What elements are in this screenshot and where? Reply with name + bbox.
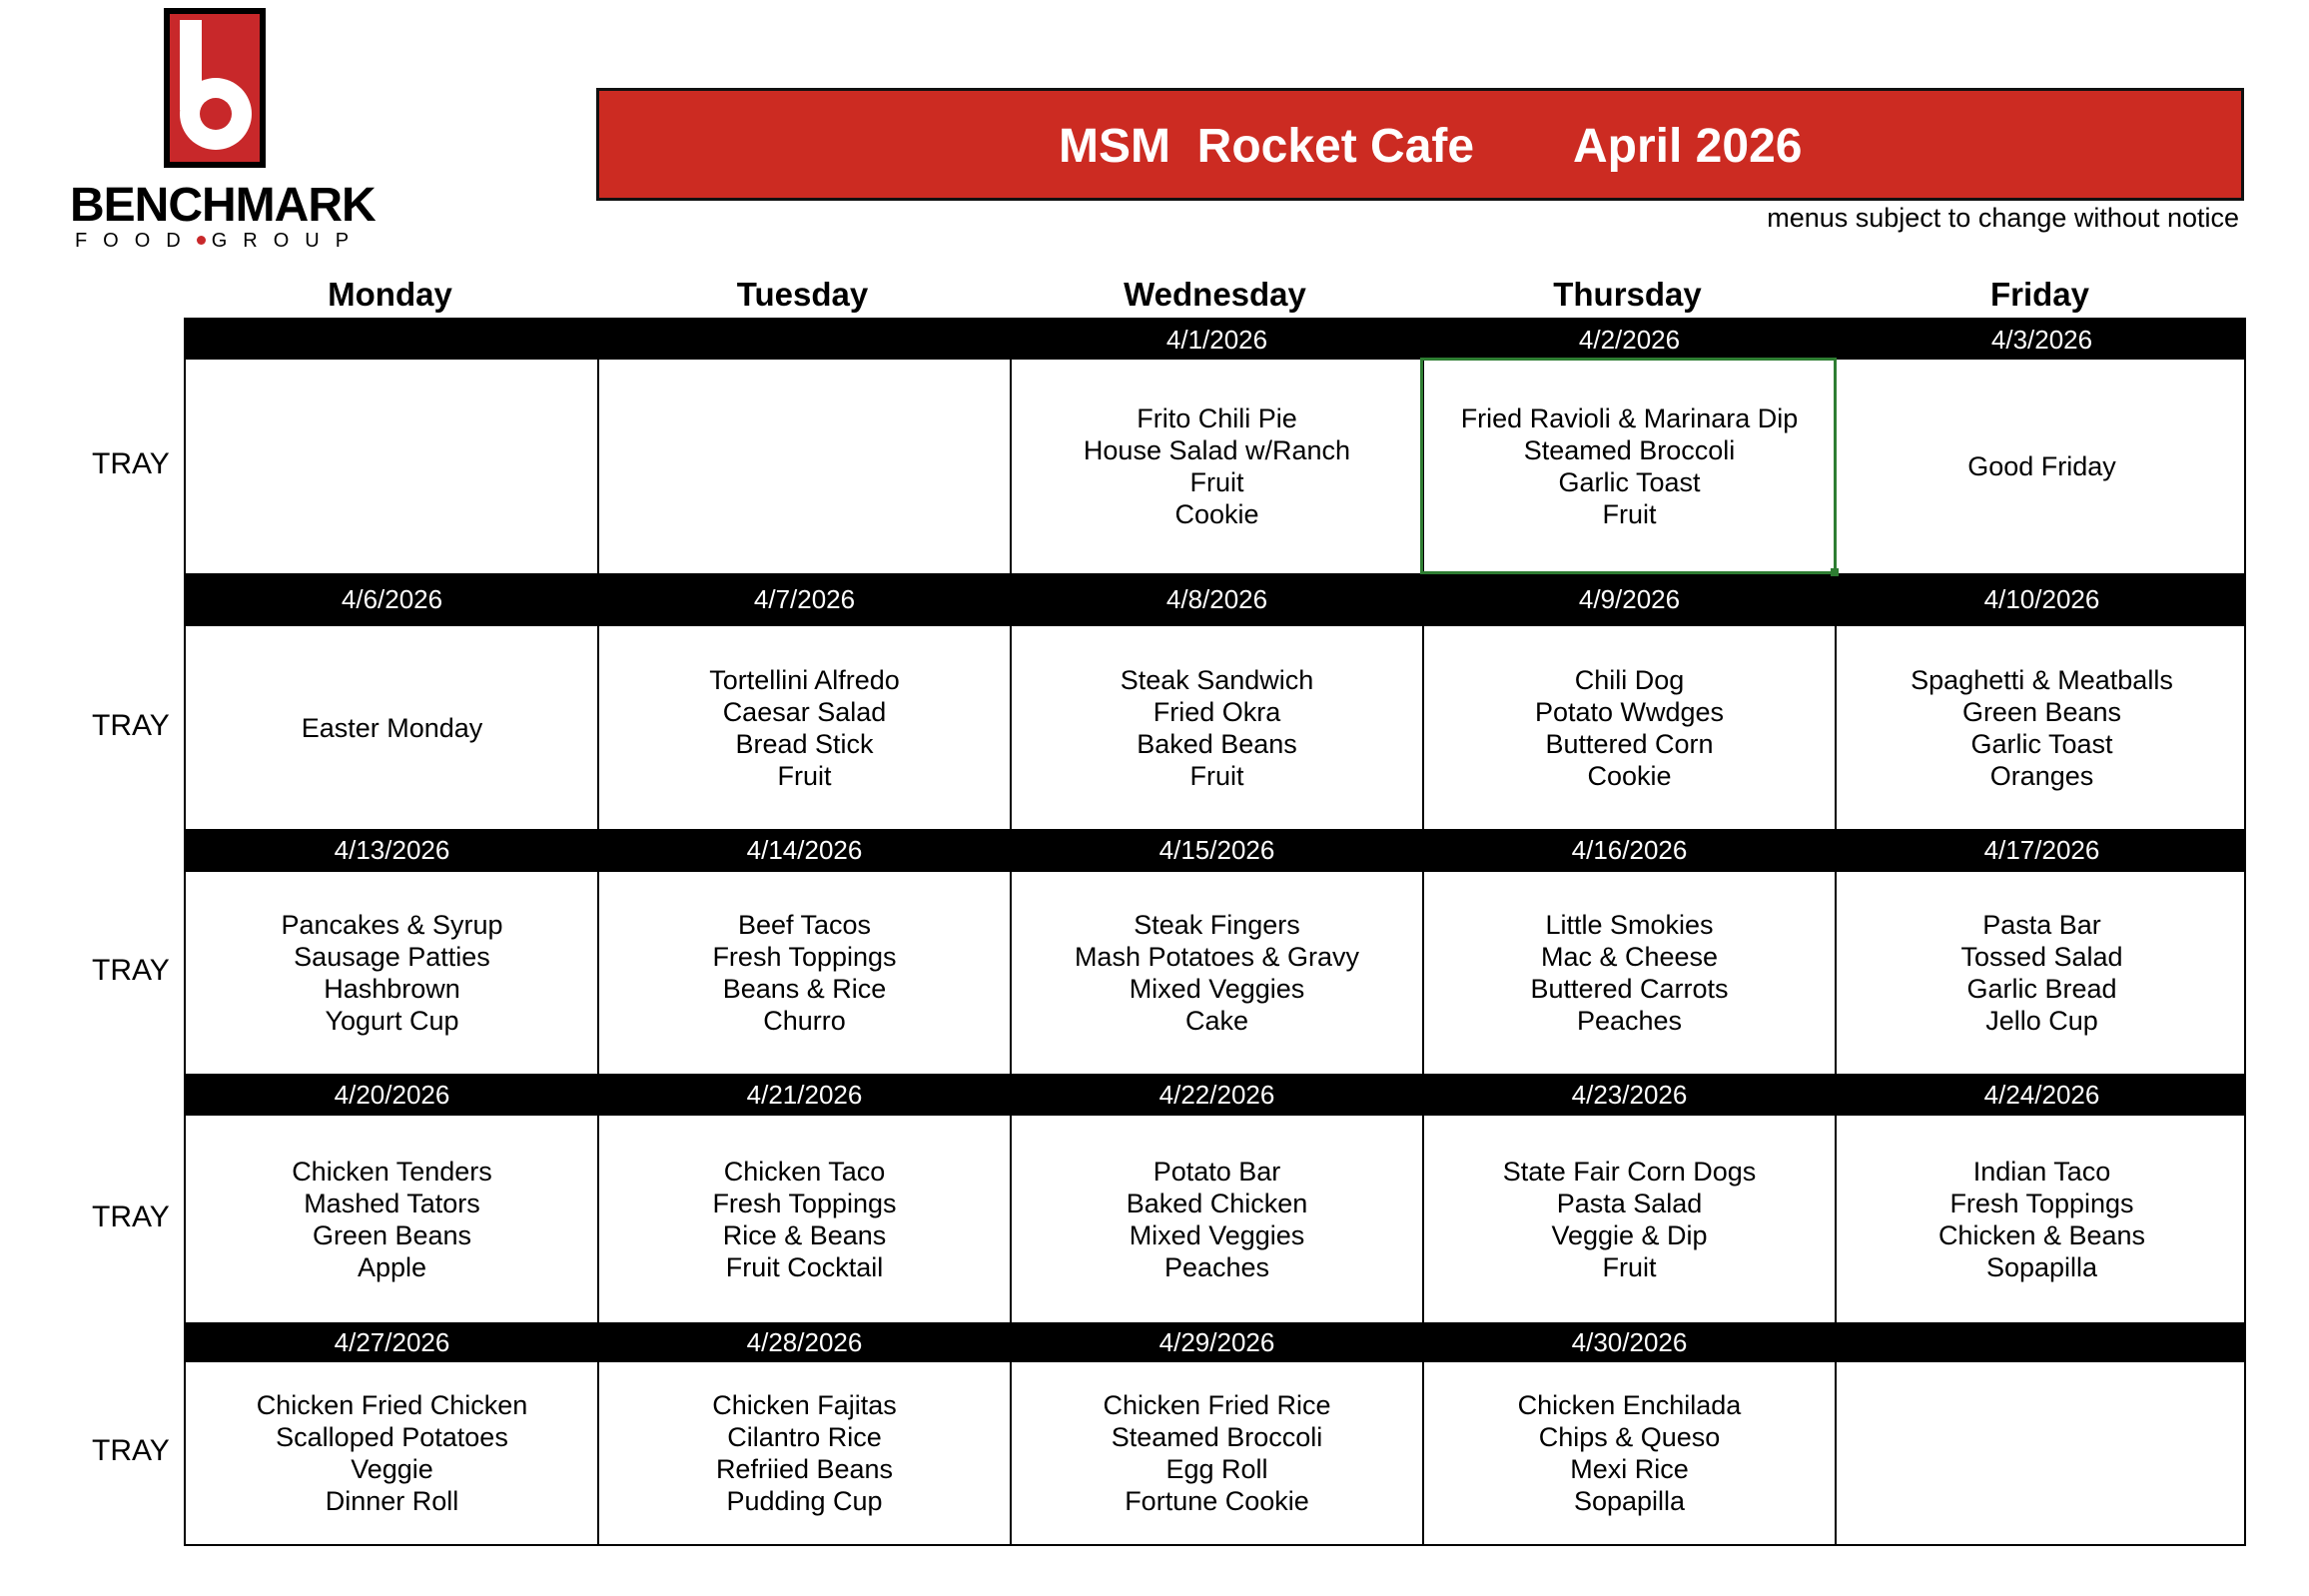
menu-item: Fresh Toppings — [712, 1188, 897, 1218]
menu-cell[interactable] — [1423, 872, 1836, 1074]
selected-cell-outline — [1420, 358, 1837, 574]
date-label: 4/22/2026 — [1158, 1079, 1275, 1110]
date-label: 4/20/2026 — [334, 1079, 450, 1110]
menu-item: Fried Okra — [1153, 696, 1281, 727]
date-label — [598, 320, 1011, 360]
menu-item: Beef Tacos — [737, 910, 872, 940]
menu-item: Sausage Patties — [294, 942, 490, 972]
menu-cell[interactable] — [598, 360, 1011, 573]
menu-item: Chicken Fried Chicken — [256, 1390, 528, 1420]
selection-handle[interactable] — [1831, 568, 1839, 576]
menu-item: Hashbrown — [324, 974, 460, 1004]
menu-cell[interactable] — [186, 1362, 598, 1544]
menu-cell[interactable] — [598, 626, 1011, 829]
menu-cell[interactable] — [186, 1116, 598, 1322]
menu-item: Buttered Corn — [1545, 728, 1714, 759]
menu-cell[interactable] — [1836, 872, 2248, 1074]
date-label: 4/28/2026 — [746, 1326, 863, 1357]
benchmark-logo — [70, 8, 376, 252]
menu-item: Apple — [357, 1251, 427, 1282]
menu-item: Good Friday — [1967, 451, 2116, 481]
menu-item: Cookie — [1587, 760, 1672, 791]
menu-item: Cake — [1184, 1006, 1249, 1036]
logo-subtitle: FOOD GROUP — [74, 230, 366, 252]
date-label: 4/27/2026 — [334, 1326, 450, 1357]
menu-item: Fruit — [1602, 1251, 1657, 1282]
menu-item: Fruit — [1189, 760, 1244, 791]
menu-item: Chicken Fried Rice — [1103, 1390, 1331, 1420]
menu-item: Fruit — [1602, 499, 1657, 529]
menu-item: Egg Roll — [1165, 1454, 1268, 1484]
menu-item: Cookie — [1174, 499, 1259, 529]
date-label: 4/7/2026 — [753, 584, 856, 614]
menu-cell[interactable] — [1011, 1116, 1423, 1322]
date-bar — [186, 320, 2244, 360]
menu-item: Mash Potatoes & Gravy — [1074, 942, 1360, 972]
menu-cell[interactable] — [1836, 360, 2248, 573]
menu-item: Dinner Roll — [325, 1486, 459, 1516]
menu-item: Tortellini Alfredo — [709, 664, 900, 695]
menu-item: Jello Cup — [1985, 1006, 2098, 1036]
menu-item: Green Beans — [312, 1219, 472, 1250]
menu-item: Rice & Beans — [722, 1219, 887, 1250]
date-label — [186, 320, 598, 360]
date-label: 4/23/2026 — [1571, 1079, 1688, 1110]
menu-item: Frito Chili Pie — [1137, 403, 1297, 433]
menu-item: Chicken Taco — [723, 1156, 886, 1187]
date-label: 4/14/2026 — [746, 835, 863, 865]
menu-item: Garlic Toast — [1970, 728, 2113, 759]
menu-item: Sopapilla — [1985, 1251, 2098, 1282]
menu-item: Fruit — [777, 760, 832, 791]
date-label: 4/30/2026 — [1571, 1326, 1688, 1357]
menu-item: Peaches — [1576, 1006, 1683, 1036]
menu-cell[interactable] — [1836, 626, 2248, 829]
logo-wordmark: BENCHMARK — [70, 179, 376, 232]
date-label: 4/24/2026 — [1983, 1079, 2100, 1110]
date-label: 4/1/2026 — [1165, 324, 1268, 355]
menu-item: Pasta Bar — [1982, 910, 2101, 940]
menu-item: Chili Dog — [1574, 664, 1685, 695]
menu-item: Potato Bar — [1153, 1156, 1281, 1187]
menu-item: Fruit — [1189, 467, 1244, 497]
menu-item: Baked Beans — [1137, 728, 1297, 759]
menu-item: Baked Chicken — [1126, 1188, 1308, 1218]
menu-item: Chicken Tenders — [292, 1156, 492, 1187]
menu-item: Caesar Salad — [722, 696, 887, 727]
menu-item: Spaghetti & Meatballs — [1911, 664, 2173, 695]
date-label: 4/10/2026 — [1983, 584, 2100, 614]
date-bar — [186, 1074, 2244, 1116]
menu-item: Garlic Toast — [1558, 467, 1701, 497]
menu-cell[interactable] — [1423, 1362, 1836, 1544]
menu-cell[interactable] — [1011, 626, 1423, 829]
date-bar — [186, 1322, 2244, 1362]
menu-calendar-grid — [184, 318, 2246, 1546]
menu-cell[interactable] — [1836, 1362, 2248, 1544]
menu-cell[interactable] — [598, 1116, 1011, 1322]
menu-item: Steak Fingers — [1134, 910, 1300, 940]
row-label-tray: TRAY — [92, 447, 170, 480]
menu-item: Easter Monday — [301, 712, 483, 743]
menu-item: Steak Sandwich — [1120, 664, 1314, 695]
menu-item: Beans & Rice — [722, 974, 887, 1004]
day-header-thursday: Thursday — [1553, 276, 1702, 313]
menu-item: Fruit Cocktail — [725, 1251, 884, 1282]
day-header-wednesday: Wednesday — [1124, 276, 1306, 313]
menu-item: Mixed Veggies — [1129, 1219, 1305, 1250]
date-label — [1836, 1322, 2248, 1362]
menu-cell[interactable] — [186, 626, 598, 829]
menu-item: Fresh Toppings — [712, 942, 897, 972]
menu-item: Indian Taco — [1972, 1156, 2111, 1187]
menu-cell[interactable] — [1011, 872, 1423, 1074]
menu-item: Potato Wwdges — [1534, 696, 1725, 727]
menu-item: Garlic Bread — [1966, 974, 2117, 1004]
menu-item: Cilantro Rice — [727, 1422, 882, 1452]
row-label-tray: TRAY — [92, 954, 170, 987]
menu-item: Refriied Beans — [715, 1454, 894, 1484]
menu-item: Fresh Toppings — [1949, 1188, 2134, 1218]
menu-item: Chicken Fajitas — [712, 1390, 897, 1420]
menu-item: Veggie — [351, 1454, 433, 1484]
menu-cell[interactable] — [186, 360, 598, 573]
menu-item: Chips & Queso — [1538, 1422, 1721, 1452]
date-label: 4/9/2026 — [1578, 584, 1681, 614]
menu-item: Mashed Tators — [304, 1188, 480, 1218]
day-header-tuesday: Tuesday — [736, 276, 869, 313]
menu-cell[interactable] — [1836, 1116, 2248, 1322]
menu-item: Green Beans — [1961, 696, 2122, 727]
menu-item: Fortune Cookie — [1125, 1486, 1309, 1516]
menu-item: Mac & Cheese — [1540, 942, 1719, 972]
date-label: 4/6/2026 — [341, 584, 443, 614]
menu-item: Oranges — [1989, 760, 2094, 791]
menu-item: Pasta Salad — [1556, 1188, 1703, 1218]
date-label: 4/16/2026 — [1571, 835, 1688, 865]
date-label: 4/8/2026 — [1165, 584, 1268, 614]
date-bar — [186, 829, 2244, 872]
date-label: 4/17/2026 — [1983, 835, 2100, 865]
date-label: 4/15/2026 — [1158, 835, 1275, 865]
row-label-tray: TRAY — [92, 1199, 170, 1233]
menu-item: Scalloped Potatoes — [276, 1422, 508, 1452]
day-header-friday: Friday — [1989, 276, 2090, 313]
logo-b-icon — [164, 8, 266, 168]
menu-item: Buttered Carrots — [1530, 974, 1729, 1004]
menu-cell[interactable] — [598, 1362, 1011, 1544]
menu-item: Sopapilla — [1573, 1486, 1686, 1516]
row-label-tray: TRAY — [92, 1434, 170, 1467]
menu-item: Little Smokies — [1545, 910, 1714, 940]
menu-cell[interactable] — [1423, 626, 1836, 829]
menu-item: Pudding Cup — [726, 1486, 883, 1516]
logo-dot-icon — [197, 236, 206, 245]
cafe-name: MSM Rocket Cafe — [1059, 120, 1475, 173]
menu-item: Bread Stick — [735, 728, 874, 759]
menu-item: Steamed Broccoli — [1111, 1422, 1323, 1452]
date-label: 4/13/2026 — [334, 835, 450, 865]
menu-item: Tossed Salad — [1960, 942, 2123, 972]
menu-cell[interactable] — [1011, 1362, 1423, 1544]
menu-item: Yogurt Cup — [325, 1006, 459, 1036]
date-label: 4/2/2026 — [1578, 324, 1681, 355]
menu-item: Pancakes & Syrup — [281, 910, 503, 940]
date-label: 4/3/2026 — [1990, 324, 2093, 355]
date-label: 4/21/2026 — [746, 1079, 863, 1110]
menu-item: House Salad w/Ranch — [1083, 435, 1351, 465]
date-bar — [186, 573, 2244, 626]
menu-cell[interactable] — [598, 872, 1011, 1074]
menu-item: State Fair Corn Dogs — [1502, 1156, 1757, 1187]
menu-item: Veggie & Dip — [1551, 1219, 1708, 1250]
row-label-tray: TRAY — [92, 708, 170, 742]
menu-cell[interactable] — [186, 872, 598, 1074]
menu-cell[interactable] — [1423, 1116, 1836, 1322]
menu-item: Mexi Rice — [1570, 1454, 1689, 1484]
change-notice: menus subject to change without notice — [1767, 203, 2239, 233]
title-banner — [596, 88, 2244, 201]
menu-item: Churro — [763, 1006, 846, 1036]
menu-item: Peaches — [1163, 1251, 1270, 1282]
menu-month: April 2026 — [1573, 120, 1803, 173]
menu-item: Steamed Broccoli — [1523, 435, 1736, 465]
date-label: 4/29/2026 — [1158, 1326, 1275, 1357]
menu-item: Fried Ravioli & Marinara Dip — [1460, 403, 1799, 433]
day-header-monday: Monday — [328, 276, 452, 313]
menu-item: Chicken Enchilada — [1517, 1390, 1742, 1420]
menu-item: Mixed Veggies — [1129, 974, 1305, 1004]
menu-item: Chicken & Beans — [1937, 1219, 2146, 1250]
menu-cell[interactable] — [1011, 360, 1423, 573]
